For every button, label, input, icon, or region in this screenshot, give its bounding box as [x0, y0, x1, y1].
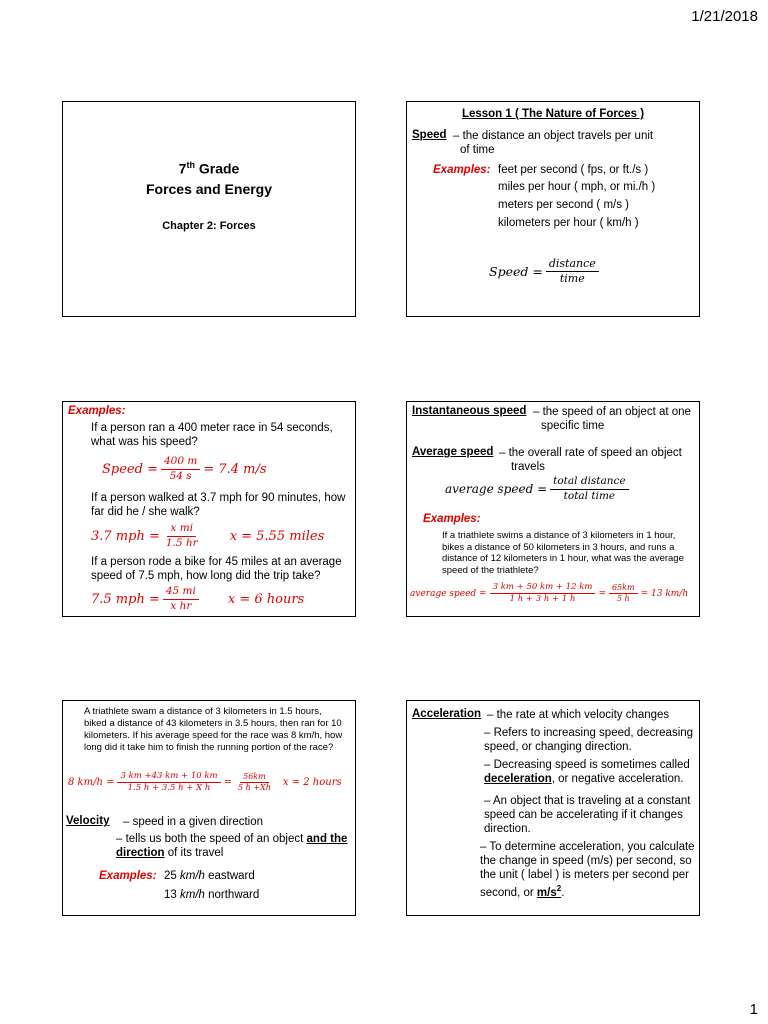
slide-title-forces: Forces and Energy: [145, 181, 273, 197]
instantaneous-speed-def-1: – the speed of an object at one: [533, 406, 691, 418]
instantaneous-speed-term: Instantaneous speed: [412, 405, 527, 417]
velocity-example-1: 25 km/h eastward: [164, 870, 255, 882]
examples-label: Examples:: [423, 513, 481, 525]
average-speed-calculation: average speed = $\frac{3 km + 50 km + 12 km}{1 h + 3 h + 1 h}$ = $\frac{65km}{5 h}$ = 13 km/h: [410, 582, 689, 605]
slide-title-grade: [63, 160, 355, 177]
examples-label: Examples:: [68, 405, 126, 417]
average-speed-term: Average speed: [412, 446, 494, 458]
instantaneous-speed-def-2: specific time: [541, 420, 605, 432]
lesson-title: Lesson 1 ( The Nature of Forces ): [461, 108, 645, 120]
velocity-definition: – speed in a given direction: [123, 816, 264, 828]
slide-4: [406, 401, 700, 617]
grade-word: Grade: [194, 160, 240, 177]
acceleration-definition: – the rate at which velocity changes: [487, 709, 670, 721]
speed-formula: Speed = $\frac{\text{distance}}{\text{time}}$: [489, 258, 602, 285]
question-1: If a person ran a 400 meter race in 54 seconds, what was his speed?: [91, 422, 333, 448]
examples-label: Examples:: [433, 164, 491, 176]
speed-term: Speed: [412, 129, 447, 141]
slide-chapter: Chapter 2: Forces: [162, 220, 256, 232]
header-date: 1/21/2018: [691, 8, 758, 25]
velocity-detail: – tells us both the speed of an object and the direction of its travel: [116, 833, 348, 859]
formula-numerator: distance: [546, 258, 599, 272]
speed-definition-1: – the distance an object travels per unit: [453, 130, 654, 142]
velocity-term: Velocity: [66, 815, 110, 827]
example-unit-1: feet per second ( fps, or ft./s ): [498, 164, 649, 176]
question-3: If a person rode a bike for 45 miles at an average speed of 7.5 mph, how long did the trip take?: [91, 556, 342, 582]
acceleration-bullet-4: – To determine acceleration, you calculate the change in speed (m/s) per second, so the unit ( label ) is meters per second per second, or $m/s^2$.: [480, 841, 695, 899]
question-2: If a person walked at 3.7 mph for 90 minutes, how far did he / she walk?: [91, 492, 346, 518]
deceleration-term: deceleration: [484, 773, 552, 785]
triathlete-problem-2: A triathlete swam a distance of 3 kilometers in 1.5 hours, biked a distance of 43 kilometers in 3.5 hours, then ran for 10 kilometers. If his average speed for the race was 8 km/h, how long did it take him to finish the running portion of the race?: [84, 706, 343, 753]
slide-6: [406, 700, 700, 916]
example-unit-4: kilometers per hour ( km/h ): [498, 217, 639, 229]
acceleration-bullet-1: – Refers to increasing speed, decreasing speed, or changing direction.: [484, 727, 694, 753]
acceleration-unit: $m/s^2$: [536, 884, 562, 899]
equation-1: Speed = $\frac{400 m}{54 s}$ = 7.4 m/s: [102, 455, 267, 482]
equation-2: 3.7 mph = $\frac{\text{x mi}}{1.5 hr}$ x = 5.55 miles: [91, 522, 325, 549]
average-speed-formula: average speed = $\frac{\text{total distance}}{\text{total time}}$: [445, 476, 632, 502]
acceleration-bullet-3: – An object that is traveling at a constant speed can be accelerating if it changes direction.: [484, 795, 691, 835]
formula-denominator: time: [559, 272, 585, 286]
running-time-calculation: 8 km/h = $\frac{3 km +43 km + 10 km}{\text{1.5 h + 3.5 h + X h}}$ = $\frac{56km}{5 h +Xh}$ x = 2 hours: [68, 771, 342, 794]
grade-number: 7: [178, 160, 187, 177]
equation-3: 7.5 mph = $\frac{45 mi}{\text{x hr}}$ x = 6 hours: [91, 585, 305, 612]
velocity-example-2: 13 km/h northward: [164, 889, 260, 901]
average-speed-def-2: travels: [511, 461, 545, 473]
slide-2: [406, 101, 700, 317]
average-speed-def-1: – the overall rate of speed an object: [499, 447, 682, 459]
triathlete-problem: If a triathlete swims a distance of 3 kilometers in 1 hour, bikes a distance of 50 kilometers in 3 hours, and runs a distance of 12 kilometers in 1 hour, what was the average speed of the triathlete?: [442, 530, 684, 576]
acceleration-bullet-2: – Decreasing speed is sometimes called deceleration, or negative acceleration.: [484, 759, 690, 785]
speed-definition-2: of time: [460, 144, 495, 156]
grade-suffix: th: [186, 160, 195, 170]
slide-1: [62, 101, 356, 317]
slide-3: [62, 401, 356, 617]
acceleration-term: Acceleration: [412, 708, 482, 720]
page-number: 1: [749, 1001, 758, 1018]
slide-5: [62, 700, 356, 916]
examples-label: Examples:: [99, 870, 157, 882]
example-unit-3: meters per second ( m/s ): [498, 199, 630, 211]
example-unit-2: miles per hour ( mph, or mi./h ): [498, 181, 656, 193]
